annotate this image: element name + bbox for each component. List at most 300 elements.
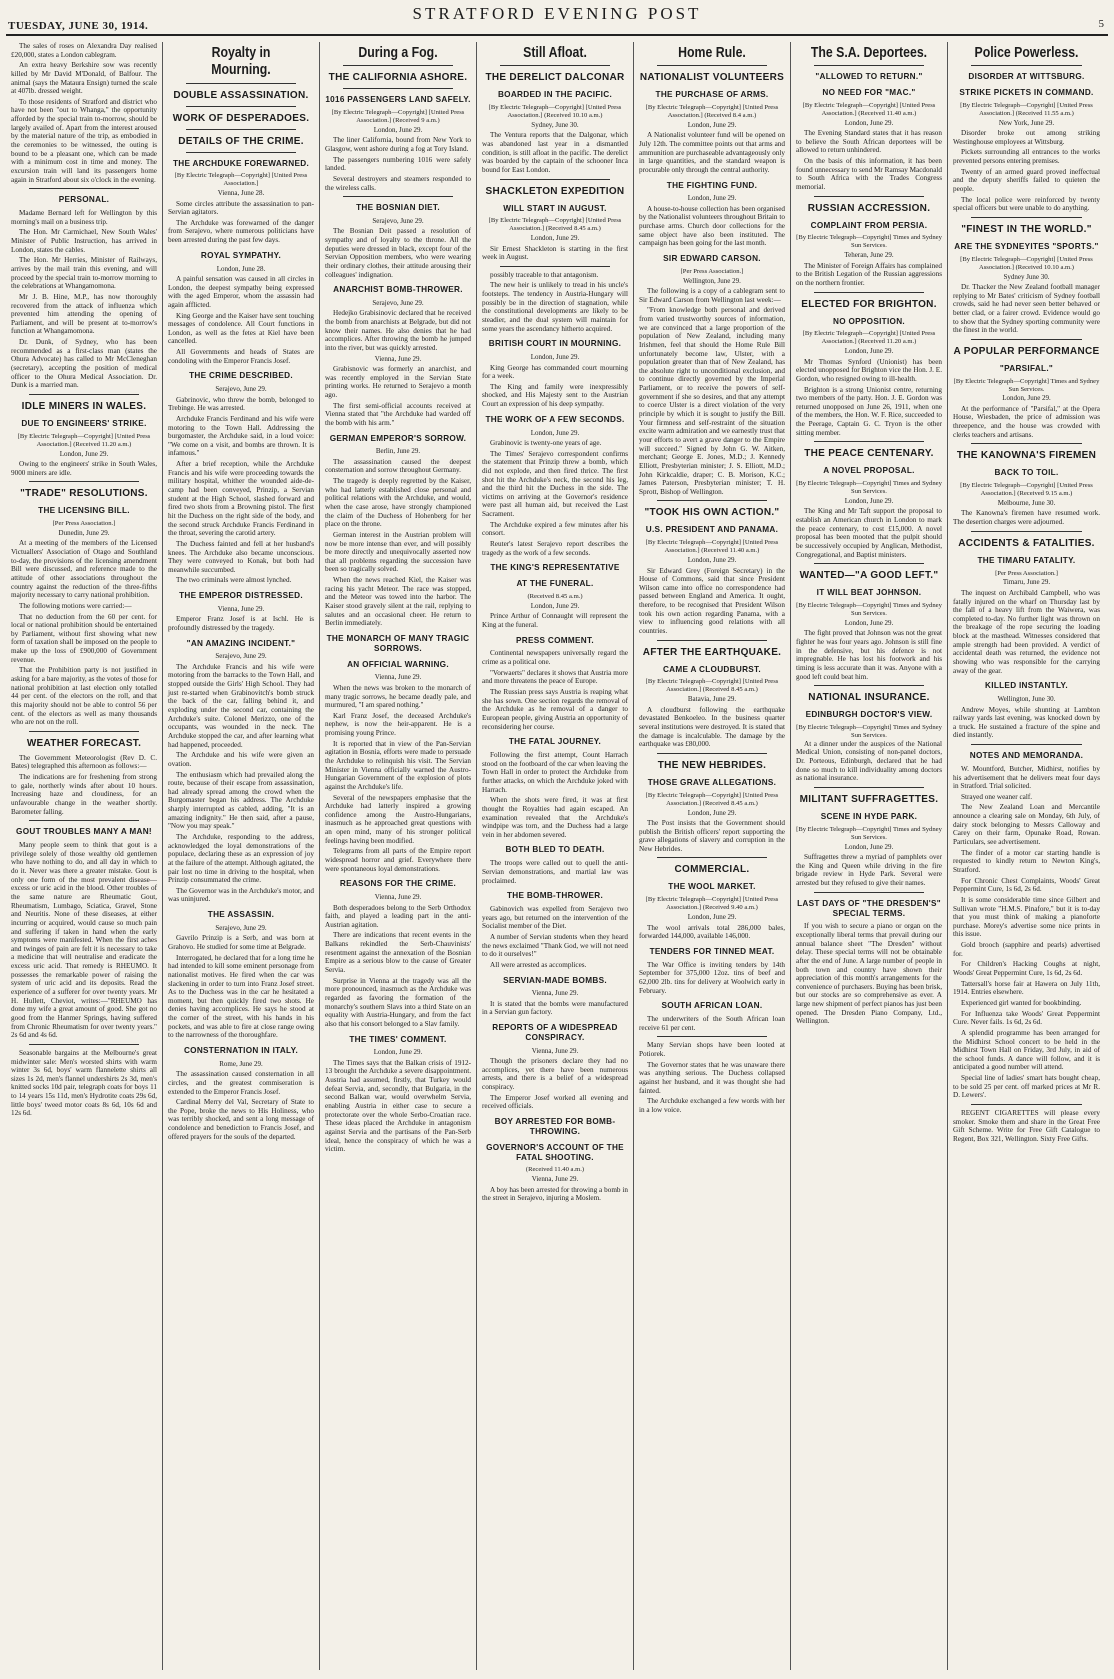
article-subhead: RUSSIAN ACCRESSION. [807, 202, 931, 214]
column-rule [657, 1036, 767, 1037]
article-paragraph: possibly traceable to that antagonism. [490, 270, 599, 279]
article-paragraph: Archduke Francis Ferdinand and his wife were motoring to the Town Hall. Addressing the burgomaster, the Archduke said, in a loud voice: "We come on a visit, and bombs are thrown. It is infamous." [168, 414, 314, 458]
article-subhead: SIR EDWARD CARSON. [663, 253, 761, 263]
article-dateline: Wellington, June 30. [997, 695, 1056, 704]
article-paragraph: A Nationalist volunteer fund will be opened on July 12th. The committee points out that arms and ammunition are purchaseable advantageously only in large quantities, and the standard weapon is procurable only through the central authority. [639, 131, 785, 174]
article-paragraph: After a brief reception, while the Archduke Francis and his wife were proceeding towards the military hospital, whither the wounded aide-de-camp had been conveyed, Prinzip, a Servian student at the High School, slashed forward and fired two shots from a Browning pistol. The first hit the Duchess on the right side of the body, and the second struck Archduke Francis Ferdinand in the throat, severing the carotid artery. [168, 460, 314, 538]
column-rule [814, 65, 924, 66]
article-dateline: London, June 29. [1002, 394, 1051, 403]
article-paragraph: Telegrams from all parts of the Empire report widespread horror and grief. Everywhere there were spontaneous loyal demonstrations. [325, 847, 471, 873]
article-subhead: THE WORK OF A FEW SECONDS. [485, 414, 625, 424]
article-dateline: Vienna, June 29. [374, 673, 422, 682]
column-rule [971, 744, 1082, 745]
article-subhead: "TOOK HIS OWN ACTION." [644, 507, 780, 519]
article-subhead: AT THE FUNERAL. [516, 579, 594, 589]
article-paragraph: Karl Franz Josef, the deceased Archduke's nephew, is now the heir-apparent. He is a promising young Prince. [325, 711, 471, 738]
column-rule [186, 152, 296, 153]
article-paragraph: On the basis of this information, it has been found unnecessary to send Mr Ramsay Macdonald to South Africa with the Trades Congress memorial. [796, 157, 942, 191]
article-paragraph: The Ventura reports that the Dalgonar, which was abandoned last year in a dismantled condition, is still afloat in the pacific. The derelict was boarded by the captain of the schooner Inca bound for East London. [482, 131, 628, 174]
article-subhead: "AN AMAZING INCIDENT." [186, 638, 296, 648]
wire-credit: [By Electric Telegraph—Copyright] Times and Sydney Sun Services. [796, 724, 942, 739]
article-subhead: STRIKE PICKETS IN COMMAND. [959, 88, 1094, 98]
column-rule [814, 685, 924, 686]
article-dateline: Vienna, June 29. [531, 989, 579, 998]
article-paragraph: Disorder broke out among striking Westinghouse employees at Wittsburg. [953, 129, 1100, 146]
article-subhead: ARE THE SYDNEYITES "SPORTS." [954, 241, 1099, 251]
article-dateline: Sydney, June 30. [531, 120, 579, 129]
wire-credit: (Received 8.45 a.m.) [527, 593, 583, 600]
masthead [6, 4, 1108, 36]
column-rule [814, 892, 924, 893]
wire-credit: [By Electric Telegraph—Copyright] [United Press Association.] (Received 9 a.m.) [331, 109, 465, 124]
article-paragraph: Reuter's latest Serajevo report describes the tragedy as the work of a few seconds. [482, 540, 628, 557]
article-paragraph: Continental newspapers universally regard the crime as a political one. [482, 649, 628, 667]
article-headline: Police Powerless. [974, 44, 1079, 61]
column [6, 42, 163, 1670]
article-subhead: THE ASSASSIN. [207, 910, 275, 920]
article-dateline: Sydney June 30. [1003, 272, 1050, 281]
article-paragraph: Twenty of an armed guard proved ineffectual and the deputy sheriffs failed to quieten the people. [953, 167, 1100, 193]
article-subhead: BACK TO TOIL. [994, 468, 1059, 478]
article-paragraph: An extra heavy Berkshire sow was recently killed by Mr David M'Donald, of Balfour. The animal (says the Mataura Ensign) turned the scale at 407lb. dressed weight. [11, 61, 157, 96]
article-subhead: COMPLAINT FROM PERSIA. [810, 220, 928, 230]
column-rule [29, 731, 139, 732]
article-dateline: London, June 29. [687, 120, 737, 129]
article-subhead: THE MONARCH OF MANY TRAGIC SORROWS. [326, 633, 470, 653]
wire-credit: [Per Press Association.] [52, 520, 116, 528]
article-paragraph: The assassination caused consternation in all circles, and the greatest commiseration is extended to the Emperor Francis Josef. [168, 1070, 314, 1096]
article-dateline: Serajevo, June 29. [372, 299, 424, 308]
article-headline: Royalty in Mourning. [211, 44, 271, 79]
article-dateline: Melbourne, June 30. [997, 499, 1056, 508]
article-dateline: London, June 29. [530, 234, 580, 243]
article-paragraph: The troops were called out to quell the anti-Servian demonstrations, and martial law was proclaimed. [482, 859, 628, 885]
column-rule [657, 753, 767, 754]
article-dateline: Vienna, June 29. [531, 1046, 579, 1055]
article-paragraph: REGENT CIGARETTES will please every smoker. Smoke them and share in the Great Free Gift Scheme. Write for Free Gift Catalogue to Regent, Box 321, Wellington. Sixty Free Gifts. [953, 1108, 1100, 1143]
article-headline: Still Afloat. [523, 44, 587, 61]
column-rule [343, 196, 453, 197]
article-subhead: ANARCHIST BOMB-THROWER. [333, 285, 463, 295]
article-paragraph: The Times says that the Balkan crisis of 1912-13 brought the Archduke a severe disappointment. Austria had assumed, firstly, that Turkey would defeat Servia, and, secondly, that Bulgaria, in the second Balkan war, would overwhelm Servia, enabling Austria in either case to secure a protectorate over the whole Serbo-Croatian race. These ideas placed the Archduke in antagonism against Servia and the partisans of the Pan-Serb ideal, hence the conspiracy of which he was a victim. [325, 1058, 471, 1154]
column-rule [29, 481, 139, 482]
article-paragraph: Experienced girl wanted for bookbinding. [961, 998, 1082, 1007]
article-subhead: REPORTS OF A WIDESPREAD CONSPIRACY. [492, 1023, 618, 1042]
article-paragraph: The liner California, bound from New York to Glasgow, went ashore during a fog at Tory Island. [325, 136, 471, 153]
article-subhead: THE FIGHTING FUND. [666, 180, 758, 190]
article-paragraph: For Chronic Chest Complaints, Woods' Great Peppermint Cure, 1s 6d, 2s 6d. [953, 876, 1100, 894]
article-paragraph: Prince Arthur of Connaught will represent the King at the funeral. [482, 612, 628, 629]
article-subhead: PRESS COMMENT. [516, 635, 594, 645]
article-paragraph: To those residents of Stratford and district who have not been "out to Whanga," the opportunity afforded by the special train to-morrow, should be largely availed of. Apart from the interest aroused by the material nature of the trip, as embodied in the ceremonies to be witnessed, the outing is bound to be a pleasant one, which can be made with a minimum cost in time and money. The excursion train will land its passengers home again in Stratford about six o'clock in the evening. [11, 97, 157, 184]
article-subhead: A POPULAR PERFORMANCE [953, 345, 1100, 357]
article-paragraph: The new heir is unlikely to tread in his uncle's footsteps. The tendency in Austria-Hungary will possibly be in the direction of stagnation, while the constitutional developments are likely to be steadier, and the dual system will maintain for some years the ascendancy hitherto acquired. [482, 281, 628, 333]
article-paragraph: Several of the newspapers emphasise that the Archduke had latterly inspired a growing confidence among the Austro-Hungarians, inasmuch as he approached great questions with an open mind, many of his stronger political feelings having been modified. [325, 793, 471, 845]
article-dateline: Vienna, June 29. [217, 604, 265, 613]
article-paragraph: The Russian press says Austria is reaping what she has sown. One section regards the removal of the Archduke as he removal of a danger to European people, giving Austria an opportunity of reconsidering her course. [482, 687, 628, 731]
column [634, 42, 791, 1670]
column-rule [971, 1104, 1082, 1105]
article-paragraph: Dr. Dunk, of Sydney, who has been recommended as a first-class man (states the Ohura Advocate) has called to Mr McCleneghan (secretary), accepting the position of medical officer to the Ohura Medical Association. Dr. Dunk is a married man. [11, 338, 157, 390]
article-paragraph: Following the first attempt, Count Harrach stood on the footboard of the car when leaving the Town Hall in order to protect the Archduke from further attacks, on which the Archduke joked with Harrach. [482, 751, 628, 794]
article-subhead: THE ARCHDUKE FOREWARNED. [172, 158, 310, 168]
column-rule [657, 857, 767, 858]
article-paragraph: Seasonable bargains at the Melbourne's great midwinter sale: Men's worsted shirts with warm winter 3s 6d, boys' warm flannelette shirts all sizes 1s 2d, men's flannel undershirts 2s 3d, men's knitted socks 10d pair, telegraph coats for boys 11 to 14 years 15s 11d, men's Hydrotite coats 29s 6d, little boys' tweed motor coats 8s 6d, 10s 6d and 12s 6d. [11, 1048, 157, 1118]
article-subhead: SERVIAN-MADE BOMBS. [503, 975, 607, 985]
wire-credit: [By Electric Telegraph—Copyright] [United Press Association.] (Received 10.10 a.m.) [488, 104, 622, 119]
article-paragraph: The Archduke and his wife were given an ovation. [168, 751, 314, 768]
article-subhead: THE PEACE CENTENARY. [804, 448, 934, 460]
article-dateline: London, June 29. [59, 449, 109, 458]
column-rule [814, 563, 924, 564]
article-paragraph: The New Zealand Loan and Mercantile announce a clearing sale on Monday, 6th July, of dairy stock belonging to Messrs Calloway and Carey on their farm, Opunake Road, Rowan. Particulars, see advertisement. [953, 803, 1100, 847]
article-paragraph: Madame Bernard left for Wellington by this morning's mail on a business trip. [11, 209, 157, 226]
article-subhead: EDINBURGH DOCTOR'S VIEW. [805, 710, 933, 720]
article-subhead: "TRADE" RESOLUTIONS. [20, 488, 148, 500]
article-headline: During a Fog. [358, 44, 438, 61]
article-paragraph: The Hon. Mr Herries, Minister of Railways, arrives by the mail train this evening, and will proceed by the special train to-morrow morning to the celebrations at Whangamomona. [11, 256, 157, 291]
article-subhead: ELECTED FOR BRIGHTON. [801, 298, 937, 310]
column-rule [186, 129, 296, 130]
article-dateline: Serajevo, June 29. [372, 216, 424, 225]
article-subhead: THE PURCHASE OF ARMS. [655, 90, 769, 100]
article-paragraph: The Archduke, responding to the address, acknowledged the loyal demonstrations of the populace, declaring these as an expression of joy at the failure of the attempt. Although agitated, the pair lost no time in driving to the hospital, when Prinzip consummated the crime. [168, 833, 314, 885]
article-dateline: London, June 29. [687, 556, 737, 565]
article-dateline: Serajevo, June 29. [215, 923, 267, 932]
article-dateline: Wellington, June 29. [683, 276, 741, 285]
article-paragraph: The Archduke was forewarned of the danger from Serajevo, where numerous politicians have been arrested during the past few days. [168, 218, 314, 245]
wire-credit: [By Electric Telegraph—Copyright] [United Press Association.] (Received 11.40 a.m.) [802, 101, 936, 117]
column-rule [500, 266, 610, 267]
article-paragraph: The local police were reinforced by twenty special officers but were unable to do anything. [953, 195, 1100, 213]
article-dateline: New York, June 29. [998, 118, 1055, 127]
column [477, 42, 634, 1670]
article-paragraph: A boy has been arrested for throwing a bomb in the street in Serajevo, injuring a Moslem. [482, 1185, 628, 1203]
article-paragraph: For Children's Hacking Coughs at night, Woods' Great Peppermint Cure, 1s 6d, 2s 6d. [953, 960, 1100, 978]
article-paragraph: The finder of a motor car starting handle is requested to kindly return to Newton King's, Stratford. [953, 848, 1100, 874]
article-subhead: THE TIMARU FATALITY. [977, 555, 1076, 565]
article-paragraph: The assassination caused the deepest consternation and sorrow throughout Germany. [325, 457, 471, 475]
article-paragraph: Pickets surrounding all entrances to the works prevented persons entering premises. [953, 148, 1100, 166]
article-dateline: Vienna, June 28. [217, 189, 265, 198]
article-paragraph: At the performance of "Parsifal," at the Opera House, Wiesbaden, the price of admission was threepence, and the house was crowded with clerks teachers and artisans. [953, 404, 1100, 439]
article-paragraph: "Vorwaerts" declares it shows that Austria more and more threatens the peace of Europe. [482, 668, 628, 686]
column-rule [971, 217, 1082, 218]
article-subhead: CAME A CLOUDBURST. [662, 664, 762, 674]
article-subhead: DUE TO ENGINEERS' STRIKE. [21, 418, 147, 428]
article-paragraph: All were arrested as accomplices. [490, 960, 587, 969]
article-subhead: DOUBLE ASSASSINATION. [173, 89, 309, 101]
article-paragraph: Both desperadoes belong to the Serb Orthodox faith, and played a leading part in the anti-Austrian agitation. [325, 903, 471, 929]
wire-credit: [Per Press Association.] [680, 267, 744, 275]
column-rule [971, 443, 1082, 444]
article-paragraph: The Archduke expired a few minutes after his consort. [482, 520, 628, 538]
article-paragraph: The Bosnian Deit passed a resolution of sympathy and of loyalty to the throne. All the deputies were dressed in black, except four of the Servian Opposition members, who were wearing their ordinary clothes, their attitude arousing their colleagues' indignation. [325, 227, 471, 279]
column-rule [971, 65, 1082, 66]
article-paragraph: The underwriters of the South African loan receive 61 per cent. [639, 1015, 785, 1032]
wire-credit: (Received 11.40 a.m.) [525, 1166, 585, 1174]
article-paragraph: The King and Mr Taft support the proposal to establish an American church in London to mark the peace centenary, to cost £15,000. A novel proposal has been mooted that the pulpit should be successively occupied by Anglican, Methodist, Congregational, and Baptist ministers. [796, 507, 942, 559]
article-paragraph: It is reported that in view of the Pan-Servian agitation in Bosnia, efforts were made to persuade the Archduke to relinquish his visit. The Servian Minister in Vienna officially warned the Austro-Hungarian Government of the explosion of plots against the Archduke's life. [325, 739, 471, 791]
wire-credit: [By Electric Telegraph—Copyright] [United Press Association.] (Received 8.45 a.m.) [645, 791, 779, 807]
wire-credit: [By Electric Telegraph—Copyright] [United Press Association.] (Received 11.20 a.m.) [802, 330, 936, 346]
article-paragraph: It is some considerable time since Gilbert and Sullivan wrote "H.M.S. Pinafore," but it is to-day that you must think of making a pianoforte purchase. Morey's advertise some nice prints in this issue. [953, 895, 1100, 939]
article-paragraph: A painful sensation was caused in all circles in London, the deepest sympathy being expressed with the aged Emperor, whom the assassin had again afflicted. [168, 274, 314, 309]
article-paragraph: When the shots were fired, it was at first thought the Royalties had again escaped. An examination revealed that the Archduke's windpipe was torn, and the Duchess had a large vein in her abdomen severed. [482, 796, 628, 839]
article-dateline: London, June 29. [530, 601, 580, 610]
article-paragraph: The fight proved that Johnson was not the great fighter he was four years ago. Johnson is still fine in the defensive, but his defence is not impregnable. He has lost his footwork and his timing is less accurate than it was. Anyone with a good left could beat him. [796, 629, 942, 681]
article-paragraph: The two criminals were almost lynched. [176, 576, 292, 585]
article-dateline: London, June 29. [844, 497, 894, 506]
column-rule [29, 188, 139, 189]
article-subhead: THE EMPEROR DISTRESSED. [179, 591, 303, 601]
article-subhead: THE KANOWNA'S FIREMEN [956, 450, 1097, 462]
article-paragraph: The Times' Serajevo correspondent confirms the statement that Prinzip threw a bomb, which did not explode, and then fired thrice. The first shot hit the Archduke's neck, the second his leg, and the third hit the Duchess in the side. The victims on arriving at the Governor's residence were past all human aid, but received the Last Sacrament. [482, 449, 628, 519]
issue-date: TUESDAY, JUNE 30, 1914. [8, 20, 149, 32]
article-paragraph: At a meeting of the members of the Licensed Victuallers' Association of Otago and Southland to-day, the provisions of the licensing amendment Bill were discussed, and reference made to the attitude of other associations throughout the country against the reduction of the three-fifths majority necessary to carry national prohibition. [11, 539, 157, 600]
column [791, 42, 948, 1670]
article-subhead: THOSE GRAVE ALLEGATIONS. [647, 777, 777, 787]
article-subhead: SCENE IN HYDE PARK. [820, 812, 918, 822]
article-dateline: Timaru, June 29. [1002, 578, 1051, 587]
column-rule [657, 500, 767, 501]
article-paragraph: The Post insists that the Government should publish the British officers' report supporting the grave allegations of slavery and corruption in the New Hebrides. [639, 818, 785, 853]
column-rule [343, 88, 453, 89]
article-paragraph: Some circles attribute the assassination to pan-Servian agitators. [168, 199, 314, 217]
article-subhead: THE CRIME DESCRIBED. [189, 371, 293, 381]
wire-credit: [By Electric Telegraph—Copyright] [United Press Association.] (Received 8.4 a.m.) [645, 104, 779, 119]
column-rule [343, 65, 453, 66]
article-paragraph: The inquest on Archibald Campbell, who was fatally injured on the wharf on Thursday last by the fall of a heavy lift from the Waiwera, was completed to-day. No further light was thrown on the breakage of the rope securing the loading block at the masthead. Witnesses considered that ample strength had been provided. A verdict of accidental death was returned, the evidence not showing who was responsible for the carrying away of the gear. [953, 588, 1100, 675]
article-subhead: DETAILS OF THE CRIME. [178, 135, 304, 147]
article-paragraph: A cloudburst following the earthquake devastated Benkoeleo. In the business quarter several institutions were destroyed. It is stated that the damage is incalculable. The damage by the earthquake was £80,000. [639, 705, 785, 749]
article-dateline: London, June 29. [530, 428, 580, 437]
article-paragraph: A house-to-house collection has been organised by the Nationalist volunteers throughout Britain to purchase arms. Church door collections for the same object have also been instituted. The campaign has been going for the last month. [639, 204, 785, 248]
article-dateline: London, June 29. [373, 1048, 423, 1057]
article-paragraph: Gabrinovic, who threw the bomb, belonged to Trebinge. He was arrested. [168, 395, 314, 413]
article-paragraph: The following motions were carried:— [19, 601, 132, 610]
wire-credit: [By Electric Telegraph—Copyright] Times and Sydney Sun Services. [796, 234, 942, 250]
article-dateline: London, June 29. [844, 842, 894, 851]
wire-credit: [Per Press Association.] [995, 569, 1058, 577]
column-rule [186, 106, 296, 107]
article-dateline: Serajevo, June 29. [215, 652, 267, 661]
article-subhead: MILITANT SUFFRAGETTES. [799, 794, 939, 806]
article-paragraph: The Governor was in the Archduke's motor, and was uninjured. [168, 886, 314, 904]
article-subhead: KILLED INSTANTLY. [985, 681, 1068, 691]
article-subhead: 1016 PASSENGERS LAND SAFELY. [325, 95, 471, 105]
article-paragraph: The Archduke Francis and his wife were motoring from the barracks to the Town Hall, and stopped outside the Girls' High School. They had just re-started when Grabinovitch's bomb struck the back of the car, falling behind it, and exploding under the second car, containing the Archduke's suite. Colonel Merizzo, one of the occupants, was wounded in the neck. The Archduke stopped the car, and after learning what had happened, proceeded. [168, 662, 314, 749]
article-paragraph: Gavrilo Prinzip is a Serb, and was born at Grahovo. He studied for some time at Belgrade. [168, 934, 314, 951]
article-subhead: REASONS FOR THE CRIME. [339, 879, 457, 889]
column-rule [814, 787, 924, 788]
wire-credit: [By Electric Telegraph—Copyright] Times and Sydney Sun Services. [796, 825, 942, 841]
article-paragraph: Emperor Franz Josef is at Ischl. He is profoundly distressed by the tragedy. [168, 615, 314, 632]
article-subhead: GOVERNOR'S ACCOUNT OF THE FATAL SHOOTING. [486, 1142, 624, 1162]
wire-credit: [By Electric Telegraph—Copyright] Times and Sydney Sun Services. [796, 480, 942, 496]
wire-credit: [By Electric Telegraph—Copyright] [United Press Association.] (Received 11.55 a.m.) [960, 101, 1093, 117]
article-paragraph: All Governments and heads of States are condoling with the Emperor Francis Josef. [168, 348, 314, 365]
article-paragraph: Several destroyers and steamers responded to the wireless calls. [325, 174, 471, 192]
article-paragraph: Gabinovich was expelled from Serajevo two years ago, but returned on the intervention of the Socialist member of the Diet. [482, 905, 628, 931]
article-paragraph: King George has commanded court mourning for a week. [482, 363, 628, 381]
column-rule [500, 65, 610, 66]
article-paragraph: Hedejko Grabisinovic declared that he received the bomb from anarchists at Belgrade, but did not know their names. He also denies that he had accomplices. After throwing the bomb he jumped into the river, but was quickly arrested. [325, 309, 471, 353]
article-subhead: WANTED—"A GOOD LEFT." [799, 570, 939, 582]
article-paragraph: The passengers numbering 1016 were safely landed. [325, 155, 471, 173]
wire-credit: [By Electric Telegraph—Copyright] Times and Sydney Sun Services. [796, 602, 942, 618]
article-paragraph: A splendid programme has been arranged for the Midhirst School concert to be held in the Midhirst Town Hall on Friday, 3rd July, in aid of the school funds. A dance will follow, and it is anticipated a good number will attend. [953, 1028, 1100, 1072]
article-paragraph: If you wish to secure a piano or organ on the exceptionally liberal terms that prevail during our annual balance sheet "The Dresden" without delay. These special terms will not be obtainable after the end of June. A large number of people in both town and country have shown their appreciation of this month's arrangements for the convenience of purchasers. Buying has been brisk, but our stocks are so comprehensive as ever. A large new shipment of perfect pianos has just been opened. The Dresden Piano Company, Ltd., Wellington. [796, 922, 942, 1026]
article-headline: Home Rule. [678, 44, 746, 61]
page-number: 5 [1098, 18, 1104, 30]
article-dateline: Dunedin, June 29. [58, 528, 110, 537]
article-subhead: NOTES AND MEMORANDA. [969, 751, 1084, 761]
article-dateline: London, June 29. [373, 125, 423, 134]
article-headline: The S.A. Deportees. [810, 44, 928, 61]
article-paragraph: Brighton is a strong Unionist centre, returning two members of the party. Hon. J. E. Gordon was returned unopposed on June 26, 1911, when one of the members, the Hon. W. F. Rice, succeeded to the Peerage, Captain G. C. Tryon is the other sitting member. [796, 385, 942, 437]
article-dateline: Vienna, June 29. [374, 354, 422, 363]
article-paragraph: The Archduke exchanged a few words with her in a low voice. [639, 1097, 785, 1114]
article-dateline: Teheran, June 29. [844, 251, 894, 260]
article-subhead: SHACKLETON EXPEDITION [485, 185, 625, 197]
article-subhead: COMMERCIAL. [674, 864, 750, 876]
column-rule [500, 179, 610, 180]
article-subhead: BOY ARRESTED FOR BOMB-THROWING. [494, 1116, 616, 1136]
column [320, 42, 477, 1670]
article-subhead: THE KING'S REPRESENTATIVE [490, 563, 620, 573]
column-rule [814, 292, 924, 293]
article-paragraph: The Emperor Josef worked all evening and received officials. [482, 1093, 628, 1111]
article-subhead: AN OFFICIAL WARNING. [347, 659, 449, 669]
article-dateline: London, June 29. [844, 618, 894, 627]
article-paragraph: At a dinner under the auspices of the National Medical Union, consisting of non-panel doctors, Dr. Porteous, Edinburgh, declared that he had done so much to kill individuality among doctors as national insurance. [796, 739, 942, 783]
article-dateline: Batavia, June 29. [687, 695, 737, 704]
article-paragraph: The Duchess fainted and fell at her husband's knees. The Archduke also became unconscious. They were conveyed to Konak, but both had meanwhile succumbed. [168, 539, 314, 574]
column-rule [29, 394, 139, 395]
article-subhead: WEATHER FORECAST. [26, 737, 142, 749]
article-subhead: ROYAL SYMPATHY. [200, 250, 282, 260]
column-rule [971, 531, 1082, 532]
wire-credit: [By Electric Telegraph—Copyright] [United Press Association.] (Received 10.10 a.m.) [960, 255, 1093, 271]
article-dateline: London, June 29. [687, 913, 737, 922]
article-dateline: Vienna, June 29. [374, 893, 422, 902]
article-subhead: IT WILL BEAT JOHNSON. [816, 588, 922, 598]
article-paragraph: Strayed one weaner calf. [961, 792, 1033, 801]
article-paragraph: Grabinovic is twenty-one years of age. [490, 438, 602, 447]
article-paragraph: That the Prohibition party is not justified in asking for a bare majority, as the votes of those for national prohibition at last election only totalled 44 per cent. of the electors on the roll, and that this majority should not be able to control 56 per cent. of the electors as well as many thousands who are not on the roll. [11, 666, 157, 727]
article-subhead: LAST DAYS OF "THE DRESDEN'S" SPECIAL TERMS. [797, 898, 941, 918]
article-subhead: BOARDED IN THE PACIFIC. [497, 90, 613, 100]
column [163, 42, 320, 1670]
column-rule [814, 196, 924, 197]
article-paragraph: The tragedy is deeply regretted by the Kaiser, who had latterly established close personal and political relations with the Archduke, and would, when the case arose, have strongly championed the claim of the Duchess of Hohenberg for her place on the throne. [325, 477, 471, 529]
article-paragraph: The first semi-official accounts received at Vienna stated that "the Archduke had warded off the bomb with his arm." [325, 401, 471, 427]
article-paragraph: King George and the Kaiser have sent touching messages of condolence. All Court functions in London, as well as the fetes at Kiel have been cancelled. [168, 311, 314, 346]
wire-credit: [By Electric Telegraph—Copyright] [United Press Association.] (Received 11.20 a.m.) [17, 432, 151, 448]
article-subhead: BOTH BLED TO DEATH. [505, 845, 605, 855]
column [948, 42, 1105, 1670]
article-paragraph: Surprise in Vienna at the tragedy was all the more pronounced, inasmuch as the Archduke was regarded as favoring the formation of the monarchy's southern Slavs into a third State on an equality with Austria-Hungary, and from the fact also that his consort belonged to a Slav family. [325, 976, 471, 1028]
columns [6, 42, 1108, 1670]
article-paragraph: Many Servian shops have been looted at Potiorek. [639, 1041, 785, 1058]
wire-credit: [By Electric Telegraph—Copyright] [United Press Association.] (Received 9.40 a.m.) [645, 896, 779, 912]
article-dateline: London, June 29. [530, 353, 580, 362]
column-rule [657, 65, 767, 66]
article-subhead: CONSTERNATION IN ITALY. [183, 1046, 299, 1056]
article-paragraph: The Hon. Mr Carmichael, New South Wales' Minister of Public Instruction, has arrived in London, states the cables. [11, 228, 157, 254]
article-paragraph: The wool arrivals total 286,000 bales, forwarded 144,000, available 146,000. [639, 923, 785, 941]
article-subhead: "ALLOWED TO RETURN." [815, 72, 923, 82]
article-subhead: GOUT TROUBLES MANY A MAN! [16, 827, 152, 837]
article-paragraph: Sir Ernest Shackleton is starting in the first week in August. [482, 244, 628, 262]
article-dateline: Berlin, June 29. [375, 447, 421, 456]
article-subhead: DISORDER AT WITTSBURG. [968, 72, 1085, 82]
article-paragraph: When the news was broken to the monarch of many tragic sorrows, he became deadly pale, and murmured, "I am spared nothing." [325, 683, 471, 710]
article-subhead: THE BOSNIAN DIET. [356, 203, 440, 213]
article-paragraph: Sir Edward Grey (Foreign Secretary) in the House of Commons, said that since President Wilson came into office no correspondence had passed between England and America. It ought, therefore, to be recognised that President Wilson took his own action regarding Panama, with a view to influencing good relations with all countries. [639, 566, 785, 635]
article-subhead: A NOVEL PROPOSAL. [823, 466, 915, 476]
wire-credit: [By Electric Telegraph—Copyright] [United Press Association.] [174, 172, 308, 188]
article-subhead: "FINEST IN THE WORLD." [961, 223, 1092, 235]
article-subhead: WORK OF DESPERADOES. [172, 112, 310, 124]
article-paragraph: Owing to the engineers' strike in South Wales, 9000 miners are idle. [11, 459, 157, 477]
article-subhead: NATIONAL INSURANCE. [808, 692, 930, 704]
article-subhead: TENDERS FOR TINNED MEAT. [649, 946, 775, 956]
article-paragraph: The sales of roses on Alexandra Day realised £20,000, states a London cablegram. [11, 42, 157, 59]
article-paragraph: A number of Servian students when they heard the news exclaimed "Thank God, we will not need to do it ourselves!" [482, 932, 628, 959]
article-paragraph: The King and family were inexpressibly shocked, and His Majesty sent to the Austrian Court an expression of his deep sympathy. [482, 382, 628, 409]
article-dateline: London, June 29. [687, 194, 737, 203]
article-paragraph: The following is a copy of a cablegram sent to Sir Edward Carson from Wellington last week:— [639, 287, 785, 304]
article-paragraph: Gold brooch (sapphire and pearls) advertised for. [953, 941, 1100, 958]
article-paragraph: That no deduction from the 60 per cent. for local or national prohibition should be entertained by Parliament, without first showing what new form of taxation shall be imposed on the people to make up the loss of £900,000 of Government revenue. [11, 612, 157, 664]
article-subhead: NO OPPOSITION. [833, 316, 905, 326]
article-paragraph: Dr. Thacker the New Zealand football manager replying to Mr Bates' criticism of Sydney football crowds, said he had never seen better behaved or better clad, or a fairer crowd. Evidence would go to show that the Sydney sporting community were the finest in the world. [953, 282, 1100, 335]
article-paragraph: The Government Meteorologist (Rev D. C. Bates) telegraphed this afternoon as follows:— [11, 753, 157, 771]
article-paragraph: W. Mountford, Butcher, Midhirst, notifies by his advertisement that he delivers meat four days in Stratford. Trial solicited. [953, 764, 1100, 791]
article-paragraph: The indications are for freshening from strong to gale, northerly winds after about 10 hours. Increasing haze and cloudiness, for an unfavourable change in the weather shortly. Barometer falling. [11, 773, 157, 816]
article-dateline: Rome, June 29. [219, 1059, 263, 1068]
article-paragraph: Special line of ladies' smart hats bought cheap, to be sold 25 per cent. off marked prices at Mr R. D. Lewers'. [953, 1074, 1100, 1100]
article-subhead: IDLE MINERS IN WALES. [21, 400, 147, 412]
wire-credit: [By Electric Telegraph—Copyright] [United Press Association.] (Received 9.15 a.m.) [960, 482, 1093, 498]
article-subhead: "PARSIFAL." [999, 363, 1054, 373]
article-subhead: THE NEW HEBRIDES. [657, 759, 767, 771]
column-rule [971, 339, 1082, 340]
article-paragraph: Mr J. B. Hine, M.P., has now thoroughly recovered from the attack of influenza which prevented him attending the opening of Parliament, and will be present at to-morrow's function at Whangamomona. [11, 292, 157, 336]
article-subhead: THE WOOL MARKET. [668, 882, 756, 892]
column-rule [29, 820, 139, 821]
column-rule [657, 640, 767, 641]
column-rule [186, 83, 296, 84]
article-subhead: THE LICENSING BILL. [38, 506, 130, 516]
article-subhead: THE BOMB-THROWER. [506, 891, 604, 901]
article-paragraph: "From knowledge both personal and derived from varied trustworthy sources of information, we are convinced that a large proportion of the population of New Zealand, including many Irishmen, feel that should the Home Rule Bill unfortunately become law, Ulster, with a population greater than that of New Zealand, has the absolute right to unconditional exclusion, and to continue directly governed by the Imperial Parliament, or to receive the powers of self-government if she so desires, and that any attempt to coerce Ulster is a direct violation of the very principle by which it is sought to justify the Bill. Your firmness and self-restraint of the situation excite warm admiration and we earnestly trust that your efforts to avert a grave danger to the Empire will succeed." Signed by John G. W. Aitken, merchant; George E. Jones, M.D.; J. Kennedy Elliott, Presbyterian minister; J. S. Elliott, M.D.; John Kirkcaldie, draper; C. B. Morison, K.C.; James Paterson, Presbyterian minister; T. H. Sprott, Bishop of Wellington. [639, 306, 785, 496]
article-paragraph: There are indications that recent events in the Balkans rekindled the Serb-Chauvinists' resentment against the annexation of the Bosnian Empire as a serious blow to the cause of Greater Servia. [325, 931, 471, 975]
article-subhead: SOUTH AFRICAN LOAN. [661, 1001, 763, 1011]
article-paragraph: The Kanowna's firemen have resumed work. The desertion charges were adjourned. [953, 509, 1100, 527]
article-subhead: GERMAN EMPEROR'S SORROW. [329, 433, 467, 443]
article-paragraph: It is stated that the bombs were manufactured in a Servian gun factory. [482, 999, 628, 1017]
wire-credit: [By Electric Telegraph—Copyright] [United Press Association.] (Received 8.45 a.m.) [488, 217, 622, 233]
article-dateline: Vienna, June 29. [531, 1175, 579, 1184]
article-subhead: AFTER THE EARTHQUAKE. [642, 646, 782, 658]
article-paragraph: The Evening Standard states that it has reason to believe the South African deportees will be allowed to return unhindered. [796, 129, 942, 155]
article-dateline: Serajevo, June 29. [215, 385, 267, 394]
article-paragraph: Grabisnovic was formerly an anarchist, and was recently employed in the Servian State printing works. He returned to Serajevo a month ago. [325, 365, 471, 399]
article-paragraph: Many people seem to think that gout is a privilege solely of those wealthy old gentlemen who have nothing to do, and all day in which to do it. Never was there a greater mistake. Gout is only one form of the most prevalent disease—excess or uric acid in the blood. Other troubles of the same nature are Rheumatic Gout, Rheumatism, Lumbago, Sciatica, Gravel, Stone and Neuritis. None of these diseases, at either incurring or acquired, would cause so much pain and suffering if taken in hand when the early symptoms were manifested. When the first aches and twinges of pain are felt it is necessary to take a medicine that will neutralise and eradicate the excess uric acid. That remedy is RHEUMO. It possesses the remarkable power of raising the system of uric acid and its deposits. Read the experience of a sufferer for over twenty years. Mr H. Hullett, Cheviot, writes:—"RHEUMO has done my wife a great amount of good. She got no good from the Hanmer Springs, having suffered from Chronic Rheumatism for over twenty years." 2s 6d and 4s 6d. [11, 841, 157, 1040]
